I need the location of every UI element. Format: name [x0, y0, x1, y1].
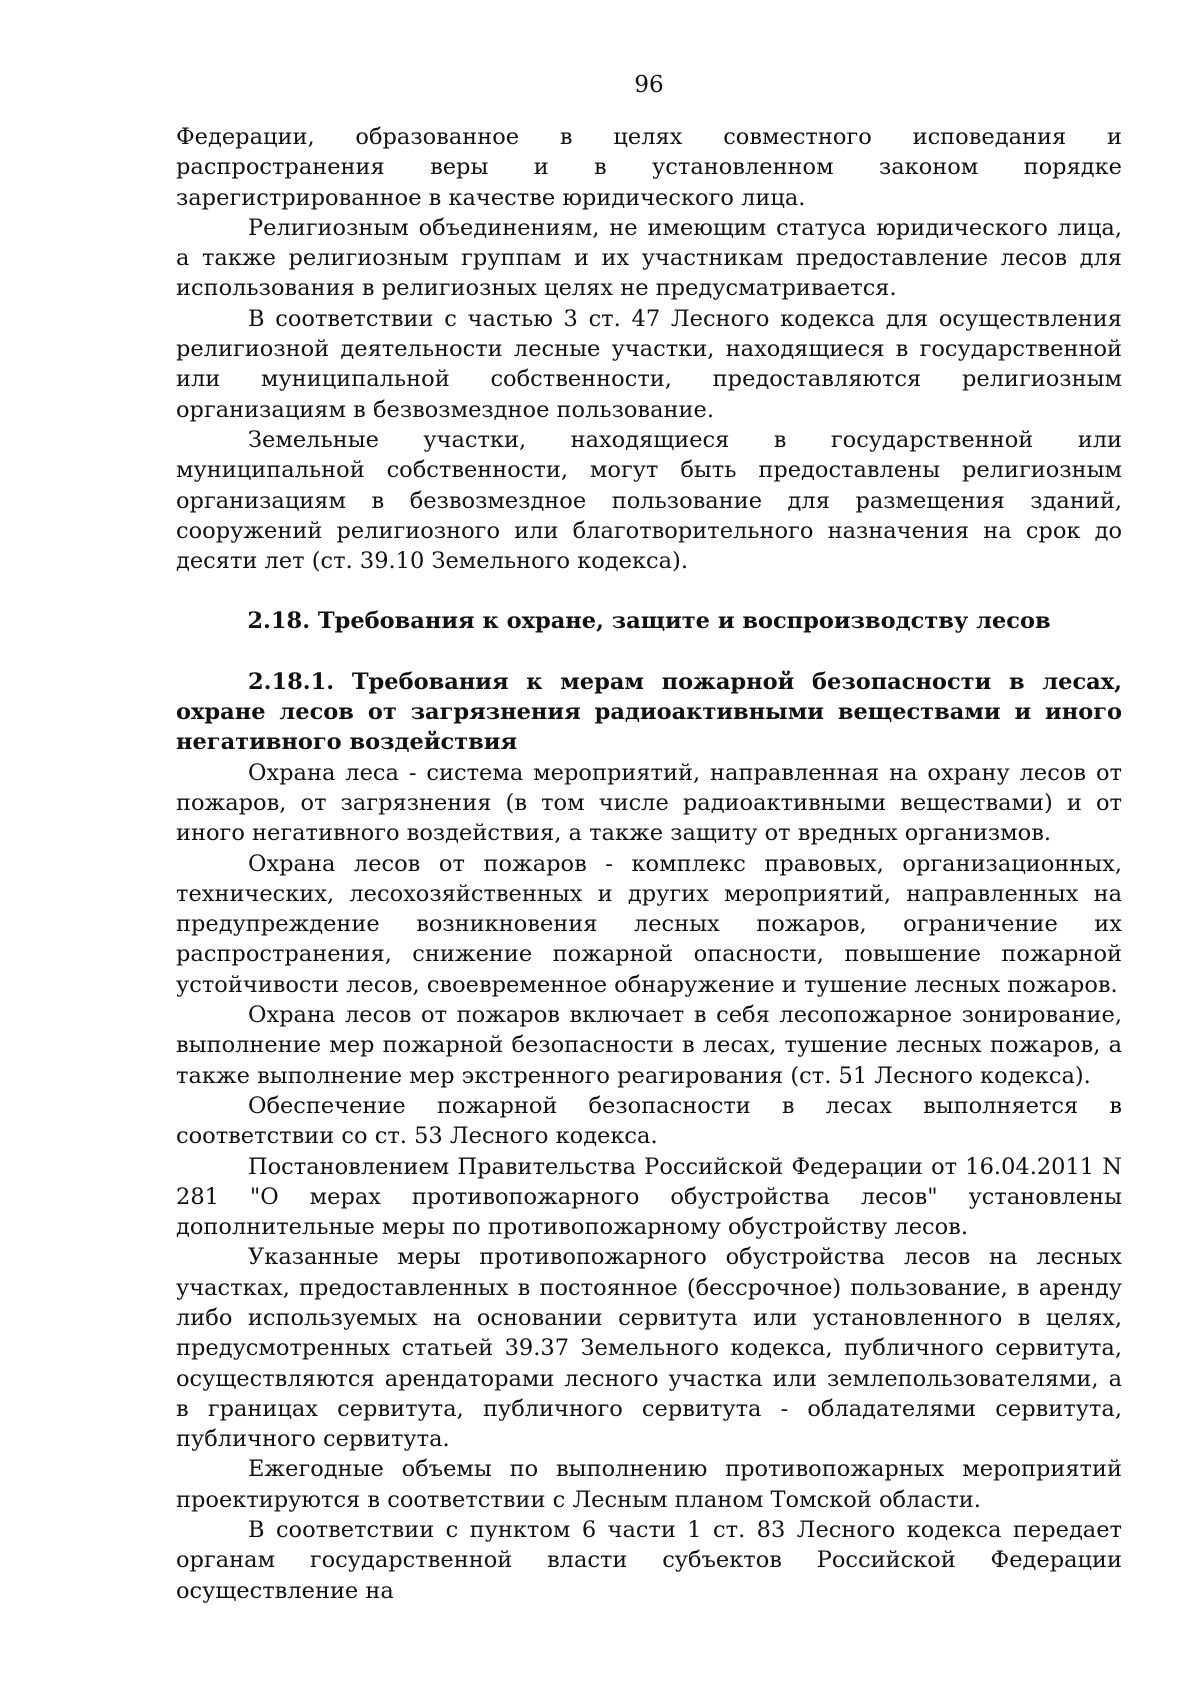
paragraph: Охрана лесов от пожаров - комплекс правовых, организационных, технических, лесохозяйственных и других мероприятий, направленных на предупреждение возникновения лесных пожаров, ограничение их распространения, снижение пожарной опасности, повышение пожарной устойчивости лесов, своевременное обнаружение и тушение лесных пожаров.	[176, 850, 1122, 998]
paragraph: Охрана лесов от пожаров включает в себя лесопожарное зонирование, выполнение мер пожарной безопасности в лесах, тушение лесных пожаров, а также выполнение мер экстренного реагирования (ст. 51 Лесного кодекса).	[176, 1002, 1122, 1089]
section-title: 2.18. Требования к охране, защите и воспроизводству лесов	[247, 608, 1051, 635]
paragraph: Ежегодные объемы по выполнению противопожарных мероприятий проектируются в соответствии с Лесным планом Томской области.	[176, 1456, 1122, 1513]
paragraph: Обеспечение пожарной безопасности в лесах выполняется в соответствии со ст. 53 Лесного кодекса.	[176, 1092, 1122, 1150]
paragraph: Постановлением Правительства Российской Федерации от 16.04.2011 N 281 "О мерах противопожарного обустройства лесов" установлены дополнительные меры по противопожарному обустройству лесов.	[176, 1153, 1122, 1241]
paragraph: Религиозным объединениям, не имеющим статуса юридического лица, а также религиозным группам и их участникам предоставление лесов для использования в религиозных целях не предусматривается.	[176, 214, 1122, 302]
subsection-title: 2.18.1. Требования к мерам пожарной безопасности в лесах, охране лесов от загрязнения радиоактивными веществами и иного негативного воздействия	[176, 668, 1122, 756]
paragraph: Федерации, образованное в целях совместного исповедания и распространения веры и в установленном законом порядке зарегистрированное в качестве юридического лица.	[176, 124, 1122, 211]
paragraph: В соответствии с частью 3 ст. 47 Лесного кодекса для осуществления религиозной деятельности лесные участки, находящиеся в государственной или муниципальной собственности, предоставляются религиозным организациям в безвозмездное пользование.	[176, 305, 1122, 423]
paragraph: В соответствии с пунктом 6 части 1 ст. 83 Лесного кодекса передает органам государственной власти субъектов Российской Федерации осуществление на	[176, 1517, 1122, 1604]
page-number: 96	[634, 72, 664, 98]
paragraph: Указанные меры противопожарного обустройства лесов на лесных участках, предоставленных в постоянное (бессрочное) пользование, в аренду либо используемых на основании сервитута или установленного в целях, предусмотренных статьей 39.37 Земельного кодекса, публичного сервитута, осуществляются арендаторами лесного участка или землепользователями, а в границах сервитута, публичного сервитута - обладателями сервитута, публичного сервитута.	[176, 1244, 1122, 1453]
paragraph: Охрана леса - система мероприятий, направленная на охрану лесов от пожаров, от загрязнения (в том числе радиоактивными веществами) и от иного негативного воздействия, а также защиту от вредных организмов.	[176, 759, 1122, 847]
paragraph: Земельные участки, находящиеся в государственной или муниципальной собственности, могут быть предоставлены религиозным организациям в безвозмездное пользование для размещения зданий, сооружений религиозного или благотворительного назначения на срок до десяти лет (ст. 39.10 Земельного кодекса).	[176, 426, 1122, 575]
document-body	[176, 122, 1122, 1606]
